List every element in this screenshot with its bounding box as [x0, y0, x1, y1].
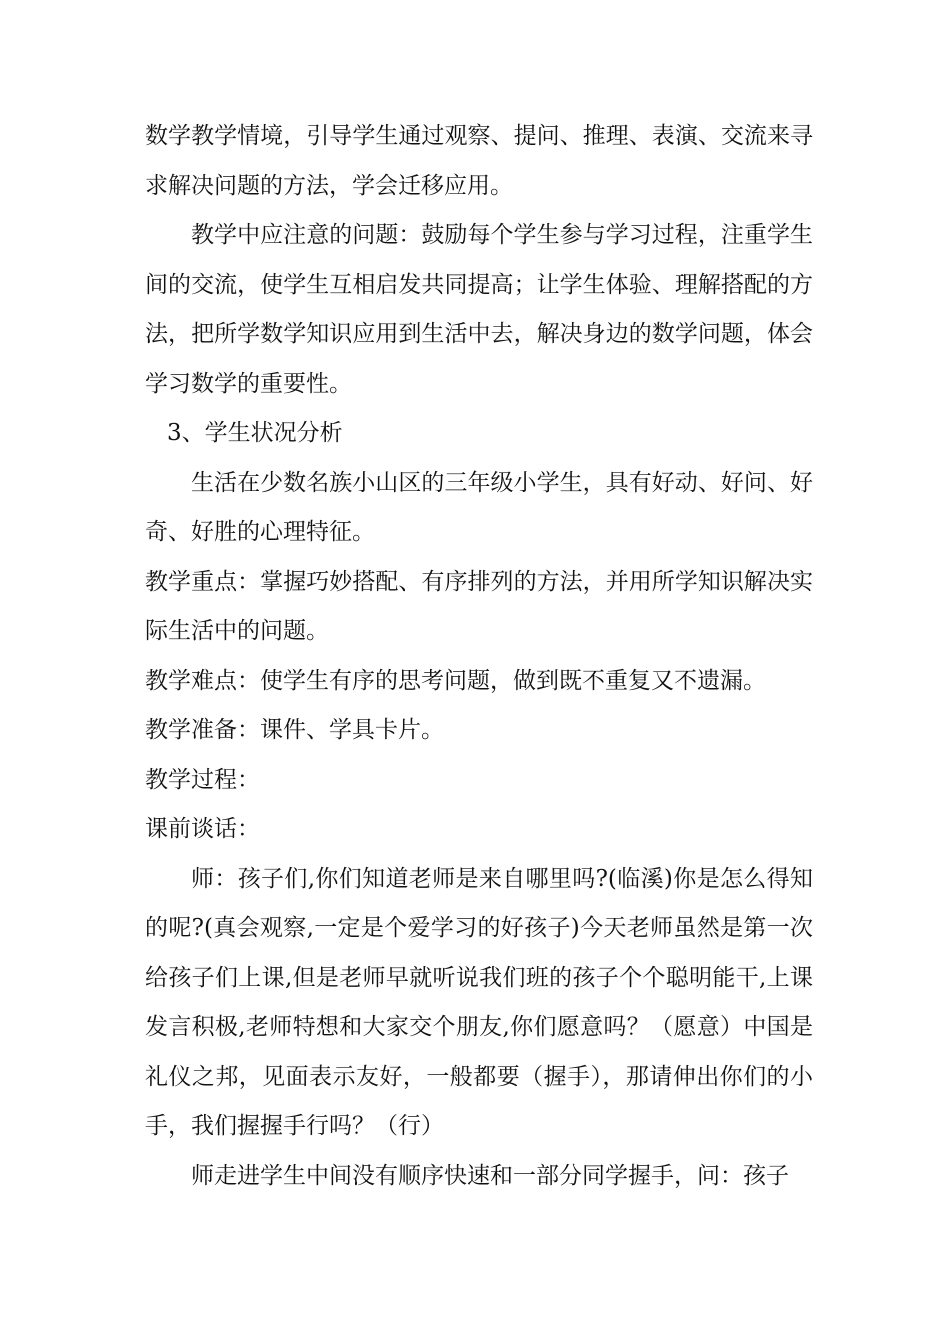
- paragraph-teacher-dialogue: 师：孩子们,你们知道老师是来自哪里吗?(临溪)你是怎么得知的呢?(真会观察,一定是个爱学习的好孩子)今天老师虽然是第一次给孩子们上课,但是老师早就听说我们班的孩子个个聪明能干,上课发言积极,老师特想和大家交个朋友,你们愿意吗？（愿意）中国是礼仪之邦，见面表示友好，一般都要（握手），那请伸出你们的小手，我们握握手行吗？（行）: [145, 865, 813, 1139]
- paragraph-notes: 教学中应注意的问题：鼓励每个学生参与学习过程，注重学生间的交流，使学生互相启发共同提高；让学生体验、理解搭配的方法，把所学数学知识应用到生活中去，解决身边的数学问题，体会学习数学的重要性。: [145, 222, 813, 397]
- paragraph-teaching-preparation: 教学准备：课件、学具卡片。: [145, 717, 444, 743]
- paragraph-student-analysis: 生活在少数名族小山区的三年级小学生，具有好动、好问、好奇、好胜的心理特征。: [145, 469, 813, 545]
- paragraph-teaching-process: 教学过程：: [145, 766, 260, 793]
- section-heading-student-analysis: 3、学生状况分析: [167, 420, 343, 446]
- paragraph-pre-class-talk: 课前谈话：: [145, 816, 260, 842]
- paragraph-continued: 数学教学情境，引导学生通过观察、提问、推理、表演、交流来寻求解决问题的方法，学会迁移应用。: [145, 123, 813, 199]
- paragraph-teaching-focus: 教学重点：掌握巧妙搭配、有序排列的方法，并用所学知识解决实际生活中的问题。: [145, 568, 813, 644]
- paragraph-teacher-action: 师走进学生中间没有顺序快速和一部分同学握手，问：孩子: [191, 1162, 789, 1189]
- paragraph-teaching-difficulty: 教学难点：使学生有序的思考问题，做到既不重复又不遗漏。: [145, 667, 766, 694]
- document-body: [145, 112, 813, 1201]
